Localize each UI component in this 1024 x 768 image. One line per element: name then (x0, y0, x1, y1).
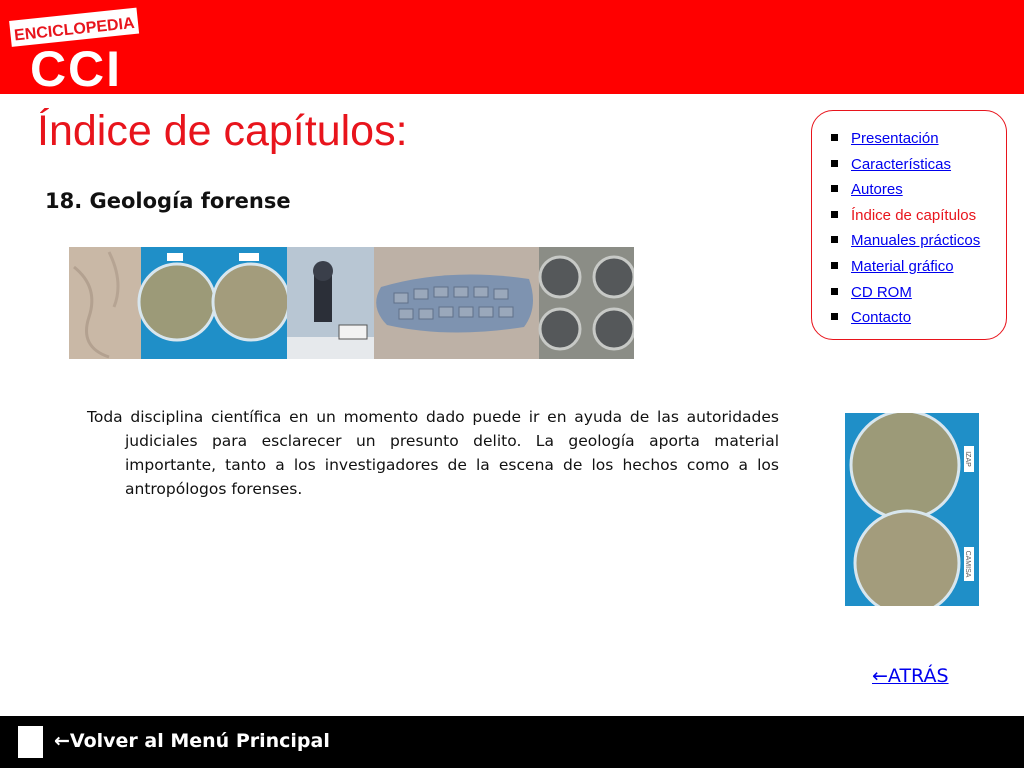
bullet-icon (831, 313, 838, 320)
logo-main-text: CCI (29, 41, 123, 90)
bullet-icon (831, 236, 838, 243)
header-bar (0, 0, 1024, 94)
navigation-menu (811, 110, 1007, 340)
nav-link[interactable]: Material gráfico (851, 257, 954, 275)
bullet-icon (831, 211, 838, 218)
nav-link[interactable]: Contacto (851, 309, 912, 327)
nav-item[interactable] (831, 254, 1006, 280)
back-link[interactable]: ←ATRÁS (872, 665, 949, 687)
navigation-list (831, 126, 1006, 331)
nav-link[interactable]: Presentación (851, 130, 939, 147)
nav-item[interactable] (831, 305, 1006, 331)
sand-photo (69, 247, 141, 359)
logo-top-text: ENCICLOPEDIA (13, 14, 136, 45)
nav-link[interactable]: Características (851, 155, 952, 173)
bullet-icon (831, 185, 838, 192)
label-camisa: CAMISA (964, 550, 971, 578)
nav-link[interactable]: Autores (851, 181, 903, 199)
bullet-icon (831, 262, 838, 269)
footer-square-icon (18, 726, 43, 758)
nav-item[interactable] (831, 152, 1006, 178)
chapter-heading: 18. Geología forense (45, 189, 291, 213)
page-title: Índice de capítulos: (37, 107, 408, 155)
nav-item[interactable] (831, 203, 1006, 229)
soil-samples-photo (845, 413, 979, 606)
footer-bar (0, 716, 1024, 768)
enciclopedia-cci-logo[interactable] (6, 6, 146, 90)
nav-link[interactable]: Manuales prácticos (851, 232, 981, 250)
nav-link[interactable]: Índice de capítulos (851, 206, 977, 224)
main-menu-link[interactable]: ←Volver al Menú Principal (54, 730, 330, 752)
chapter-description: Toda disciplina científica en un momento dado puede ir en ayuda de las autoridades judiciales para esclarecer un presunto delito. La geología aporta material importante, tanto a los investigadores de la escena de los hechos como a los antropólogos forenses. (87, 408, 779, 498)
nav-item[interactable] (831, 126, 1006, 152)
label-izap: IZAP (964, 451, 971, 467)
nav-link[interactable]: CD ROM (851, 283, 912, 301)
bullet-icon (831, 160, 838, 167)
nav-item[interactable] (831, 280, 1006, 306)
nav-item[interactable] (831, 177, 1006, 203)
nav-item[interactable] (831, 228, 1006, 254)
bullet-icon (831, 134, 838, 141)
bullet-icon (831, 288, 838, 295)
forensic-geology-photo-strip (69, 247, 634, 359)
